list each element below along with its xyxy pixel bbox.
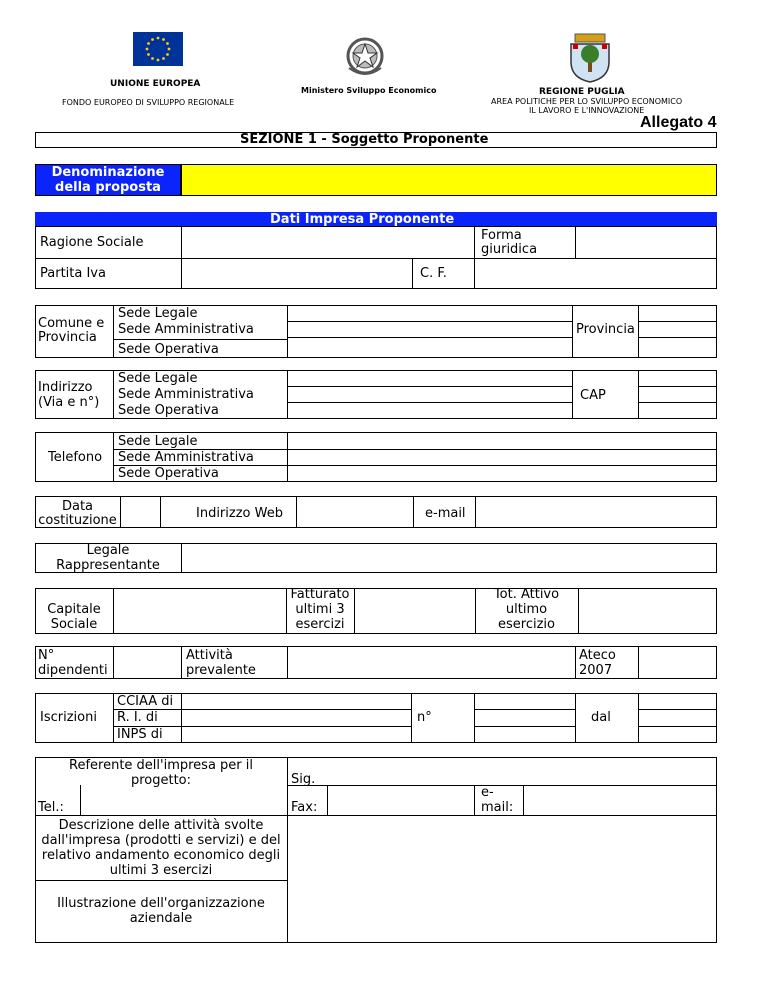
descrizione-label-4: ultimi 3 esercizi	[109, 863, 213, 878]
indirizzo-label-1: Indirizzo	[38, 380, 93, 395]
legale-label-2: Rappresentante	[56, 558, 160, 573]
telefono-label: Telefono	[48, 450, 103, 465]
descrizione-field[interactable]	[288, 816, 716, 880]
indirizzo-web-label: Indirizzo Web	[196, 506, 283, 521]
inps-label: INPS di	[117, 727, 163, 742]
partita-iva-label: Partita Iva	[40, 266, 106, 281]
telefono-field-amministrativa[interactable]	[288, 450, 716, 464]
fax-label: Fax:	[291, 800, 318, 815]
cap-field-operativa[interactable]	[639, 403, 716, 418]
comune-field-operativa[interactable]	[288, 338, 571, 357]
telefono-sede-amministrativa: Sede Amministrativa	[118, 450, 254, 465]
illustrazione-field[interactable]	[288, 881, 716, 942]
data-costituzione-field[interactable]	[121, 497, 159, 527]
fatturato-label-3: esercizi	[295, 617, 345, 632]
eu-title: UNIONE EUROPEA	[110, 79, 201, 89]
indirizzo-sede-amministrativa: Sede Amministrativa	[118, 387, 254, 402]
ri-label: R. I. di	[117, 710, 158, 725]
cciaa-label: CCIAA di	[117, 694, 174, 709]
cap-field-amministrativa[interactable]	[639, 387, 716, 401]
fatturato-field[interactable]	[355, 589, 474, 633]
indirizzo-label-2: (Via e n°)	[38, 395, 100, 410]
data-label-1: Data	[61, 499, 94, 514]
indirizzo-web-field[interactable]	[297, 497, 412, 527]
ndip-label-2: dipendenti	[38, 663, 108, 678]
eu-subtitle: FONDO EUROPEO DI SVILUPPO REGIONALE	[62, 98, 235, 107]
data-label-2: costituzione	[38, 513, 117, 528]
inps-field[interactable]	[182, 727, 410, 742]
ndip-label-1: N°	[38, 648, 55, 663]
tot-attivo-field[interactable]	[579, 589, 716, 633]
fatturato-label-1: Fatturato	[290, 587, 350, 602]
dal-field-cciaa[interactable]	[639, 694, 716, 708]
provincia-field-legale[interactable]	[639, 306, 716, 320]
ateco-label-2: 2007	[579, 663, 613, 678]
fatturato-label-2: ultimi 3	[295, 602, 345, 617]
provincia-field-operativa[interactable]	[639, 338, 716, 357]
capitale-label-1: Capitale	[47, 602, 101, 617]
partita-iva-field[interactable]	[182, 259, 411, 288]
telefono-field-legale[interactable]	[288, 433, 716, 448]
ateco-label-1: Ateco	[579, 648, 616, 663]
legale-rappresentante-field[interactable]	[182, 544, 716, 572]
descrizione-label-1: Descrizione delle attività svolte	[58, 818, 264, 833]
puglia-crest-icon	[565, 32, 615, 84]
dal-field-inps[interactable]	[639, 727, 716, 742]
capitale-sociale-field[interactable]	[114, 589, 285, 633]
numero-field-inps[interactable]	[475, 727, 574, 742]
dal-label: dal	[591, 710, 611, 725]
iscrizioni-label: Iscrizioni	[40, 710, 97, 725]
numero-field-ri[interactable]	[475, 710, 574, 725]
capitale-label-2: Sociale	[50, 617, 98, 632]
provincia-field-amministrativa[interactable]	[639, 322, 716, 336]
provincia-label: Provincia	[576, 322, 635, 337]
comune-field-legale[interactable]	[288, 306, 571, 320]
tot-attivo-label-2: ultimo	[505, 602, 548, 617]
sig-field[interactable]	[325, 758, 716, 784]
tot-attivo-label-1: Tot. Attivo	[493, 587, 560, 602]
forma-label-2: giuridica	[481, 242, 538, 257]
attivita-label-1: Attività	[186, 648, 233, 663]
referente-label-2: progetto:	[130, 773, 192, 788]
denominazione-label-2: della proposta	[55, 180, 161, 195]
email2-field[interactable]	[524, 786, 716, 814]
cf-field[interactable]	[475, 259, 716, 288]
denominazione-label-1: Denominazione	[51, 165, 165, 180]
forma-label-1: Forma	[481, 228, 522, 243]
comune-sede-amministrativa: Sede Amministrativa	[118, 322, 254, 337]
dati-impresa-title: Dati Impresa Proponente	[270, 212, 455, 227]
cap-label: CAP	[580, 388, 606, 403]
descrizione-label-3: relativo andamento economico degli	[41, 848, 281, 863]
comune-label-1: Comune e	[38, 316, 105, 331]
eu-flag-icon	[133, 32, 183, 66]
indirizzo-field-operativa[interactable]	[288, 403, 571, 418]
email2-label-1: e-	[481, 785, 494, 800]
ateco-field[interactable]	[639, 647, 716, 678]
region-subtitle-1: AREA POLITICHE PER LO SVILUPPO ECONOMICO	[491, 97, 683, 106]
section-title: SEZIONE 1 - Soggetto Proponente	[240, 132, 489, 147]
comune-sede-legale: Sede Legale	[118, 306, 198, 321]
telefono-field-operativa[interactable]	[288, 466, 716, 481]
comune-field-amministrativa[interactable]	[288, 322, 571, 336]
ministry-title: Ministero Sviluppo Economico	[301, 86, 437, 95]
descrizione-label-2: dall'impresa (prodotti e servizi) e del	[41, 833, 281, 848]
attivita-prevalente-field[interactable]	[288, 647, 574, 678]
cap-field-legale[interactable]	[639, 371, 716, 385]
italian-emblem-icon	[343, 34, 387, 80]
referente-label-1: Referente dell'impresa per il	[69, 758, 253, 773]
indirizzo-field-legale[interactable]	[288, 371, 571, 385]
attivita-label-2: prevalente	[186, 663, 256, 678]
dal-field-ri[interactable]	[639, 710, 716, 725]
tel-label: Tel.:	[38, 800, 64, 815]
telefono-sede-operativa: Sede Operativa	[118, 466, 219, 481]
tot-attivo-label-3: esercizio	[498, 617, 555, 632]
numero-label: n°	[417, 710, 432, 725]
region-subtitle-2: IL LAVORO E L'INNOVAZIONE	[529, 106, 645, 115]
ri-field[interactable]	[182, 710, 410, 725]
indirizzo-field-amministrativa[interactable]	[288, 387, 571, 401]
tel-field[interactable]	[81, 786, 286, 814]
numero-field-cciaa[interactable]	[475, 694, 574, 708]
email-field[interactable]	[476, 497, 716, 527]
ragione-sociale-label: Ragione Sociale	[40, 235, 144, 250]
email2-label-2: mail:	[481, 800, 514, 815]
denominazione-field[interactable]	[181, 164, 717, 196]
ragione-sociale-field[interactable]	[182, 227, 473, 257]
cf-label: C. F.	[420, 266, 447, 281]
cciaa-field[interactable]	[182, 694, 410, 708]
fax-field[interactable]	[328, 786, 473, 814]
email-label: e-mail	[425, 506, 466, 521]
ndipendenti-field[interactable]	[114, 647, 180, 678]
sig-label: Sig.	[291, 772, 316, 787]
comune-sede-operativa: Sede Operativa	[118, 342, 219, 357]
illustrazione-label-2: aziendale	[129, 911, 193, 926]
allegato-label: Allegato 4	[640, 114, 717, 131]
indirizzo-sede-operativa: Sede Operativa	[118, 403, 219, 418]
indirizzo-sede-legale: Sede Legale	[118, 371, 198, 386]
region-title: REGIONE PUGLIA	[539, 87, 625, 97]
forma-giuridica-field[interactable]	[576, 227, 716, 257]
telefono-sede-legale: Sede Legale	[118, 434, 198, 449]
illustrazione-label-1: Illustrazione dell'organizzazione	[57, 896, 265, 911]
legale-label-1: Legale	[86, 543, 130, 558]
comune-label-2: Provincia	[38, 330, 97, 345]
